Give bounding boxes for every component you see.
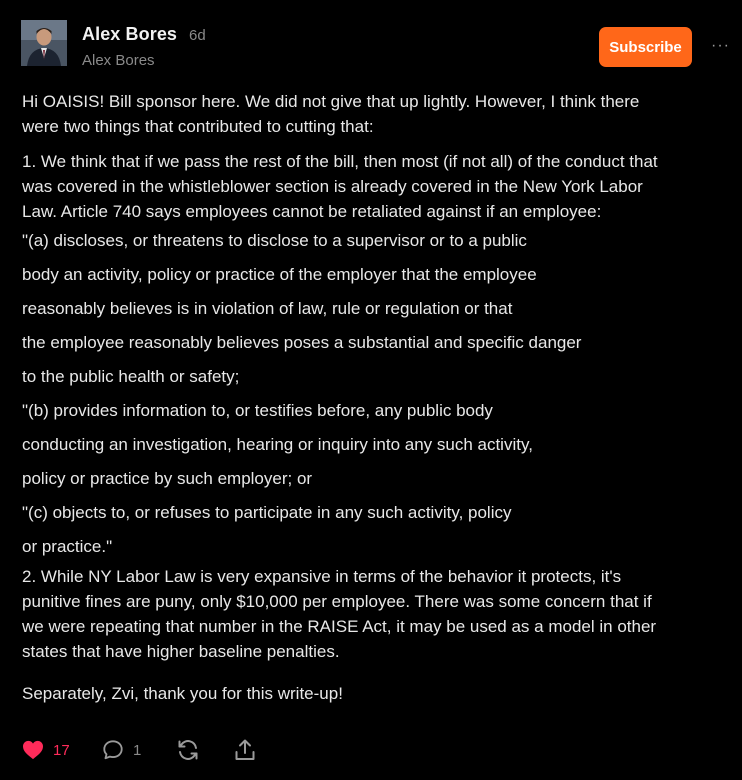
quote-line: or practice." <box>22 537 113 556</box>
reply-button[interactable] <box>102 739 176 761</box>
text-line: states that have higher baseline penalties. <box>22 642 340 661</box>
author-block <box>82 24 206 69</box>
quote-line: to the public health or safety; <box>22 367 240 386</box>
quote-line: policy or practice by such employer; or <box>22 469 313 488</box>
quote-line: "(c) objects to, or refuses to participate in any such activity, policy <box>22 503 512 522</box>
quote-line: the employee reasonably believes poses a substantial and specific danger <box>22 333 582 352</box>
avatar-image <box>21 20 67 66</box>
timestamp[interactable]: 6d <box>189 27 206 44</box>
quote-line: "(a) discloses, or threatens to disclose to a supervisor or to a public <box>22 231 527 250</box>
like-button[interactable] <box>22 740 102 760</box>
text-line: 2. While NY Labor Law is very expansive in terms of the behavior it protects, it's <box>22 567 622 586</box>
text-line: punitive fines are puny, only $10,000 per employee. There was some concern that if <box>22 592 652 611</box>
text-line: 1. We think that if we pass the rest of the bill, then most (if not all) of the conduct that <box>22 152 658 171</box>
author-handle: Alex Bores <box>82 52 155 69</box>
restack-icon <box>176 738 200 762</box>
action-bar <box>22 737 256 763</box>
comment-body <box>22 89 742 706</box>
paragraph-point-two <box>22 564 742 664</box>
heart-icon <box>22 740 44 760</box>
paragraph-closing: Separately, Zvi, thank you for this write-up! <box>22 684 343 703</box>
text-line: Hi OAISIS! Bill sponsor here. We did not give that up lightly. However, I think there <box>22 92 640 111</box>
paragraph-intro <box>22 89 742 139</box>
author-name[interactable]: Alex Bores <box>82 24 178 44</box>
share-icon <box>234 738 256 762</box>
share-button[interactable] <box>234 738 256 762</box>
quote-line: reasonably believes is in violation of law, rule or regulation or that <box>22 299 513 318</box>
paragraph-point-one <box>22 149 742 224</box>
like-count: 17 <box>53 741 70 759</box>
text-line: were two things that contributed to cutting that: <box>22 117 374 136</box>
quote-line: conducting an investigation, hearing or inquiry into any such activity, <box>22 435 533 454</box>
text-line: was covered in the whistleblower section is already covered in the New York Labor <box>22 177 643 196</box>
avatar[interactable] <box>21 20 67 66</box>
statute-quote <box>22 224 742 564</box>
text-line: we were repeating that number in the RAISE Act, it may be used as a model in other <box>22 617 657 636</box>
subscribe-button[interactable]: Subscribe <box>599 27 692 67</box>
restack-button[interactable] <box>176 738 234 762</box>
comment-icon <box>102 739 124 761</box>
text-line: Law. Article 740 says employees cannot be retaliated against if an employee: <box>22 202 602 221</box>
reply-count: 1 <box>133 741 142 759</box>
more-icon[interactable]: ··· <box>711 37 730 54</box>
quote-line: body an activity, policy or practice of the employer that the employee <box>22 265 537 284</box>
quote-line: "(b) provides information to, or testifies before, any public body <box>22 401 493 420</box>
